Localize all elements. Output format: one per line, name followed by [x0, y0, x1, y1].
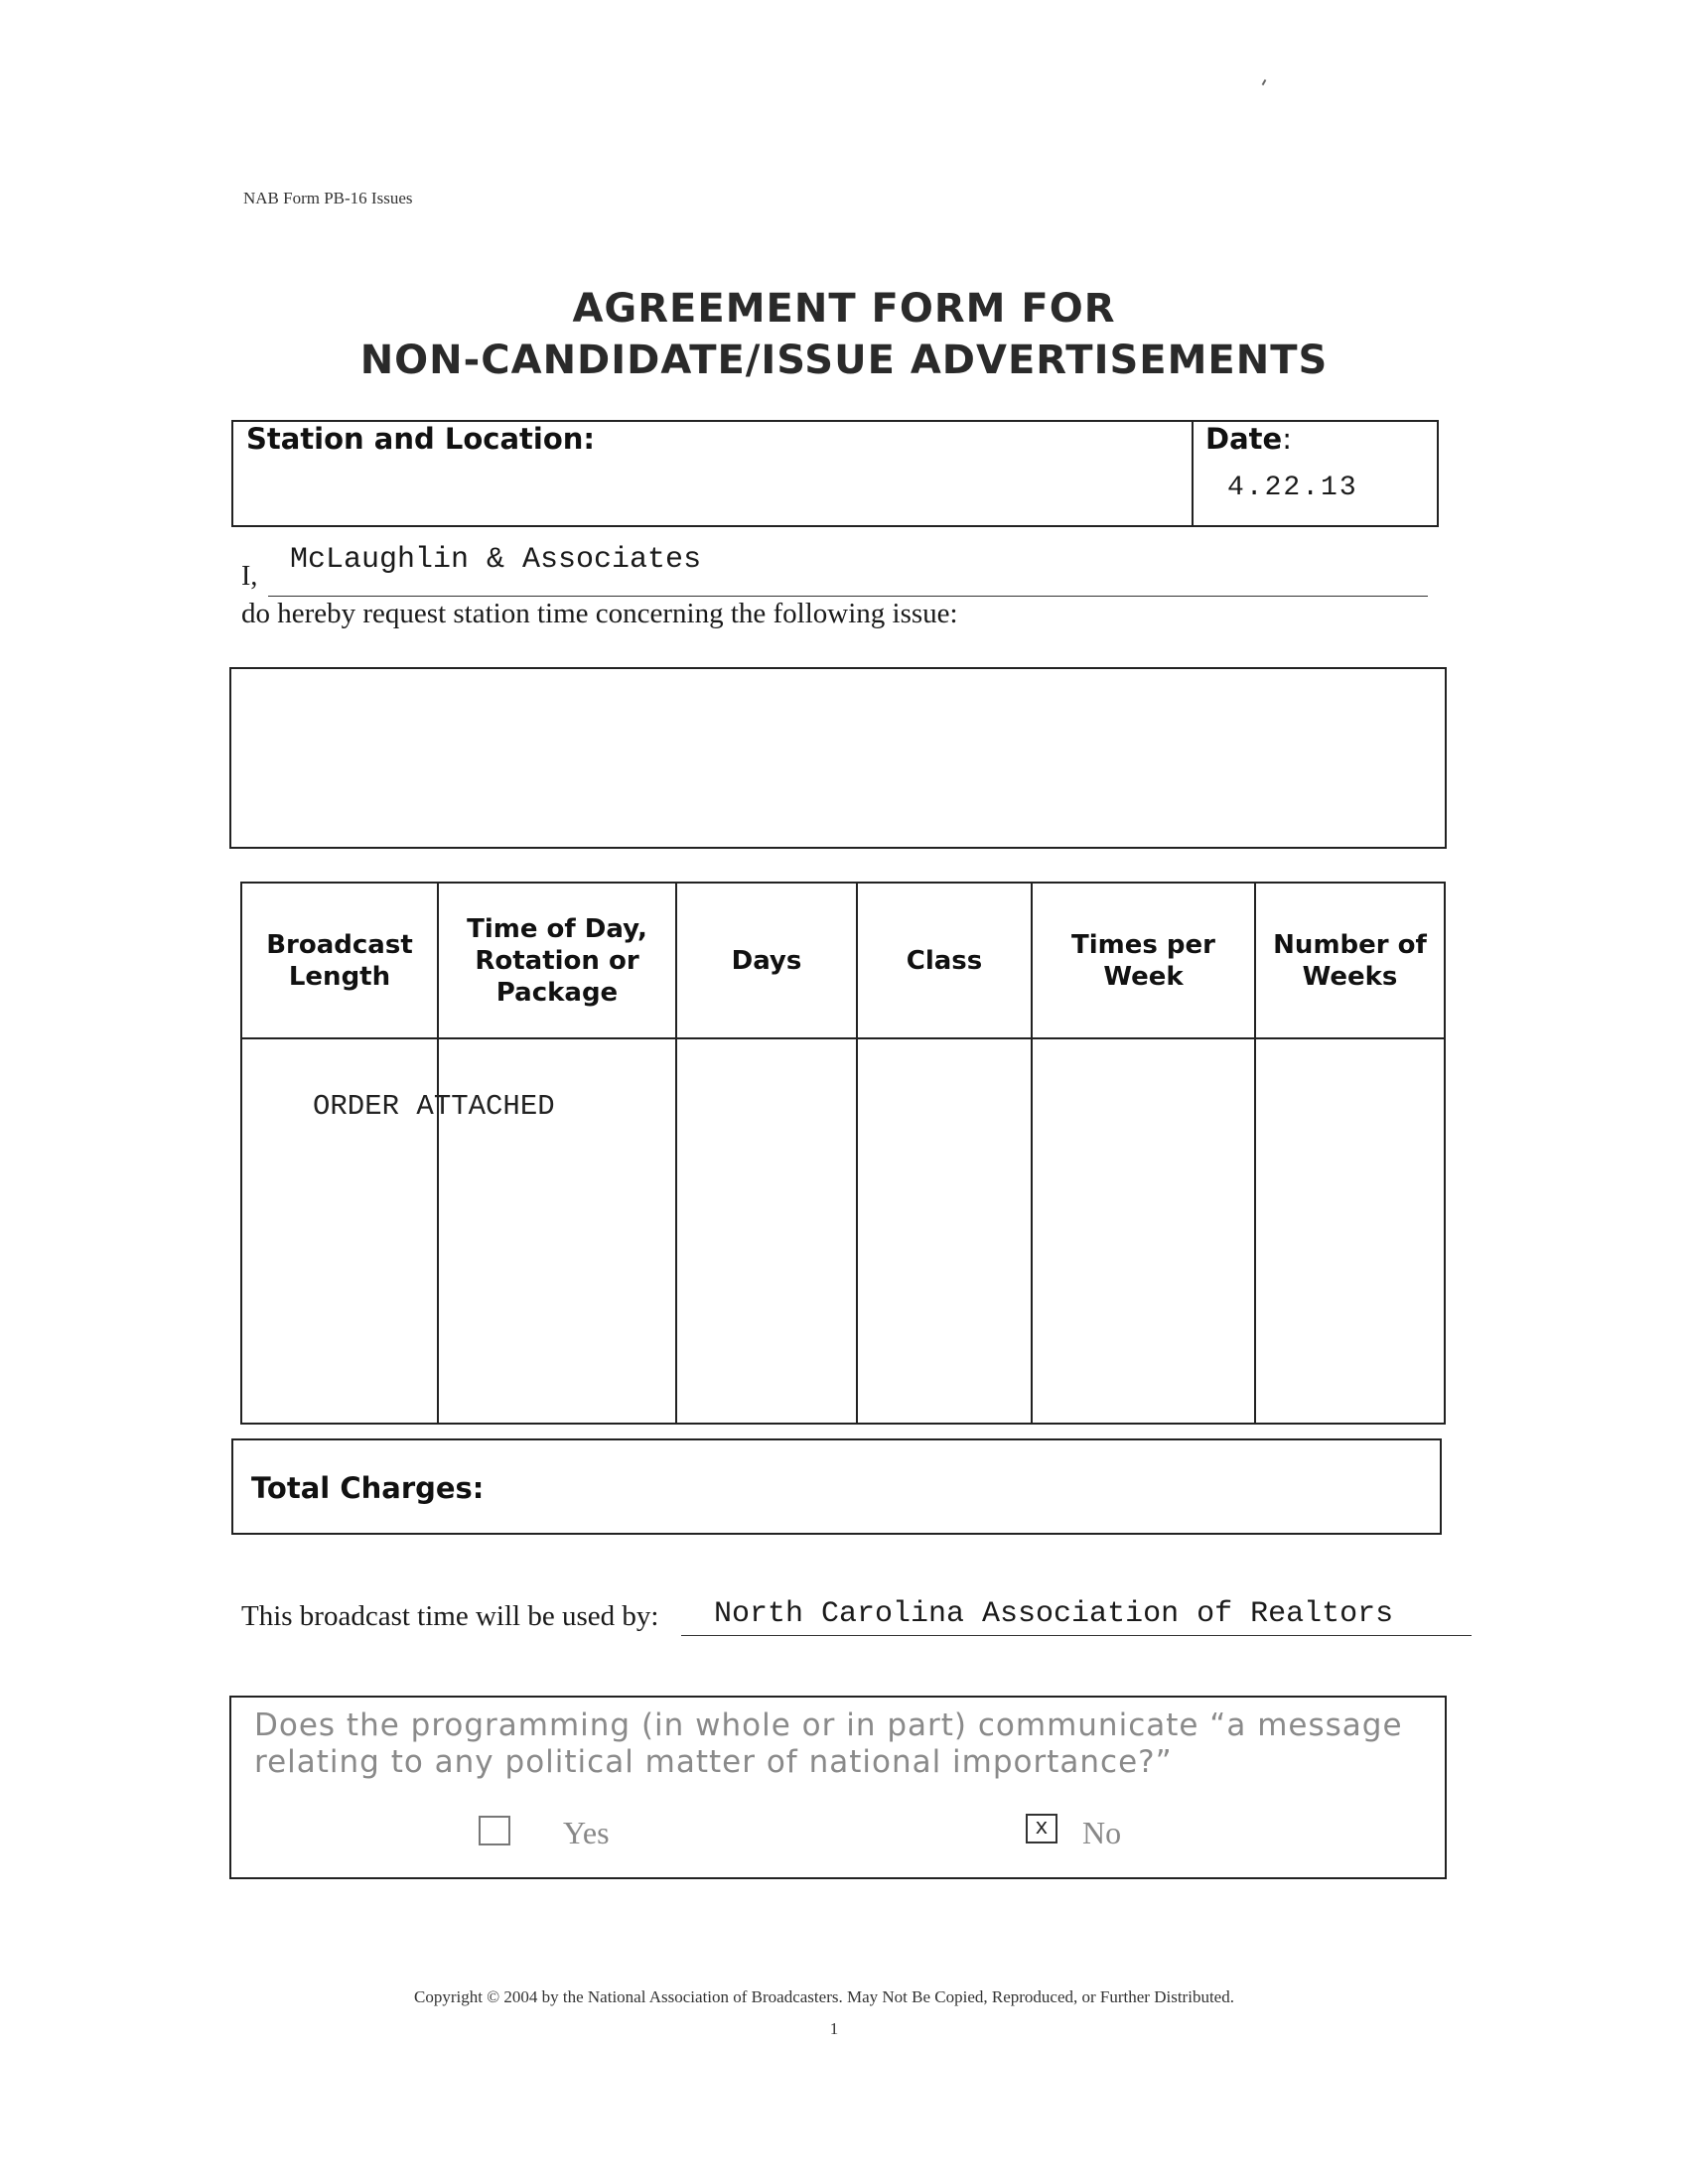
station-location-label: Station and Location:	[246, 422, 595, 456]
used-by-label: This broadcast time will be used by:	[241, 1600, 659, 1632]
cell-number-of-weeks[interactable]	[1255, 1038, 1445, 1424]
requester-prefix: I,	[241, 561, 258, 592]
used-by-field[interactable]	[681, 1635, 1472, 1636]
schedule-table-wrapper	[240, 882, 1444, 1425]
order-attached-note: ORDER ATTACHED	[313, 1090, 555, 1123]
issue-description-field[interactable]	[229, 667, 1447, 849]
political-question-text: Does the programming (in whole or in part) communicate “a message relating to any political matter of national importance?”	[254, 1707, 1403, 1780]
cell-days[interactable]	[676, 1038, 857, 1424]
no-checkbox[interactable]: x	[1026, 1814, 1057, 1843]
page-title-line2: NON-CANDIDATE/ISSUE ADVERTISEMENTS	[359, 338, 1329, 383]
header-number-of-weeks: Number of Weeks	[1255, 883, 1445, 1038]
requester-name-field[interactable]	[268, 596, 1428, 597]
yes-checkbox[interactable]	[479, 1816, 510, 1845]
cell-class[interactable]	[857, 1038, 1032, 1424]
request-statement: do hereby request station time concerning the following issue:	[241, 598, 958, 629]
page-title-line1: AGREEMENT FORM FOR	[572, 286, 1116, 332]
no-label: No	[1082, 1815, 1122, 1850]
copyright-notice: Copyright © 2004 by the National Association of Broadcasters. May Not Be Copied, Reproduced, or Further Distributed.	[414, 1987, 1234, 2006]
cell-times-per-week[interactable]	[1032, 1038, 1255, 1424]
header-broadcast-length: Broadcast Length	[241, 883, 438, 1038]
yes-label: Yes	[563, 1815, 610, 1850]
date-label: Date:	[1205, 422, 1292, 456]
header-class: Class	[857, 883, 1032, 1038]
date-value: 4.22.13	[1227, 473, 1358, 503]
total-charges-label: Total Charges:	[251, 1471, 485, 1505]
header-times-per-week: Times per Week	[1032, 883, 1255, 1038]
schedule-table	[240, 882, 1446, 1425]
stray-mark	[1262, 79, 1267, 85]
requester-name-value: McLaughlin & Associates	[290, 543, 702, 577]
header-days: Days	[676, 883, 857, 1038]
header-time-of-day: Time of Day, Rotation or Package	[438, 883, 676, 1038]
used-by-value: North Carolina Association of Realtors	[714, 1597, 1394, 1631]
schedule-header-row	[241, 883, 1445, 1038]
page-number: 1	[829, 2019, 839, 2038]
form-id: NAB Form PB-16 Issues	[243, 189, 413, 207]
